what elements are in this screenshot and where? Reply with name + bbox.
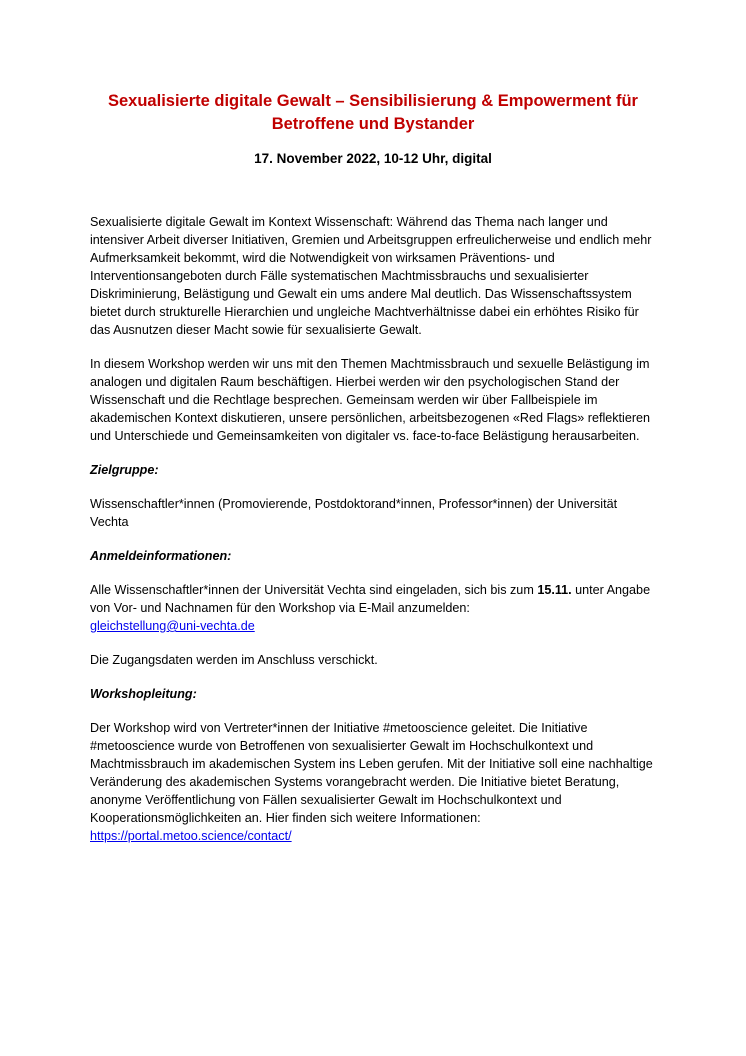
- leadership-contact-link[interactable]: https://portal.metoo.science/contact/: [90, 829, 292, 843]
- leadership-text-body: Der Workshop wird von Vertreter*innen der Initiative #metooscience geleitet. Die Initiative #metooscience wurde von Betroffenen von sexualisierter Gewalt im Hochschulkontext und Machtmissbrauch im akademischen System ins Leben gerufen. Mit der Initiative soll eine nachhaltige Veränderung des akademischen Systems vorangebracht werden. Die Initiative bietet Beratung, anonyme Veröffentlichung von Fällen sexualisierter Gewalt im Hochschulkontext und Kooperationsmöglichkeiten an. Hier finden sich weitere Informationen:: [90, 721, 653, 825]
- document-page: [90, 90, 656, 845]
- registration-text: [90, 581, 656, 635]
- leadership-text: [90, 719, 656, 845]
- registration-email-link[interactable]: gleichstellung@uni-vechta.de: [90, 619, 255, 633]
- target-group-text: Wissenschaftler*innen (Promovierende, Postdoktorand*innen, Professor*innen) der Universität Vechta: [90, 497, 618, 529]
- title-line-1: Sexualisierte digitale Gewalt – Sensibilisierung & Empowerment für: [108, 92, 638, 110]
- registration-deadline: 15.11.: [537, 583, 572, 597]
- document-title: [90, 90, 656, 136]
- intro-paragraph-1: Sexualisierte digitale Gewalt im Kontext Wissenschaft: Während das Thema nach langer und intensiver Arbeit diverser Initiativen, Gremien und Arbeitsgruppen erfreulicherweise und endlich mehr Aufmerksamkeit bekommt, wird die Notwendigkeit von wirksamen Präventions- und Interventionsangeboten durch Fälle systematischen Machtmissbrauchs und sexualisierter Diskriminierung, Belästigung und Gewalt ein ums andere Mal deutlich. Das Wissenschaftssystem bietet durch strukturelle Hierarchien und ungleiche Machtverhältnisse dabei ein erhöhtes Risiko für das Ausnutzen dieser Macht sowie für sexualisierte Gewalt.: [90, 215, 652, 337]
- registration-text-before: Alle Wissenschaftler*innen der Universität Vechta sind eingeladen, sich bis zum: [90, 583, 538, 597]
- event-date: 17. November 2022, 10-12 Uhr, digital: [254, 151, 492, 166]
- leadership-heading: Workshopleitung:: [90, 687, 197, 701]
- intro-paragraph-2: In diesem Workshop werden wir uns mit den Themen Machtmissbrauch und sexuelle Belästigung im analogen und digitalen Raum beschäftigen. Hierbei werden wir den psychologischen Stand der Wissenschaft und die Rechtlage besprechen. Gemeinsam werden wir über Fallbeispiele im akademischen Kontext diskutieren, unsere persönlichen, arbeitsbezogenen «Red Flags» reflektieren und Unterschiede und Gemeinsamkeiten von digitaler vs. face-to-face Belästigung herausarbeiten.: [90, 357, 651, 443]
- registration-heading: Anmeldeinformationen:: [90, 549, 232, 563]
- title-line-2: Betroffene und Bystander: [271, 115, 475, 133]
- registration-note: Die Zugangsdaten werden im Anschluss verschickt.: [90, 653, 378, 667]
- target-group-heading: Zielgruppe:: [90, 463, 159, 477]
- registration-text-after: unter Angabe von Vor- und Nachnamen für den Workshop via E-Mail anzumelden:: [90, 583, 651, 615]
